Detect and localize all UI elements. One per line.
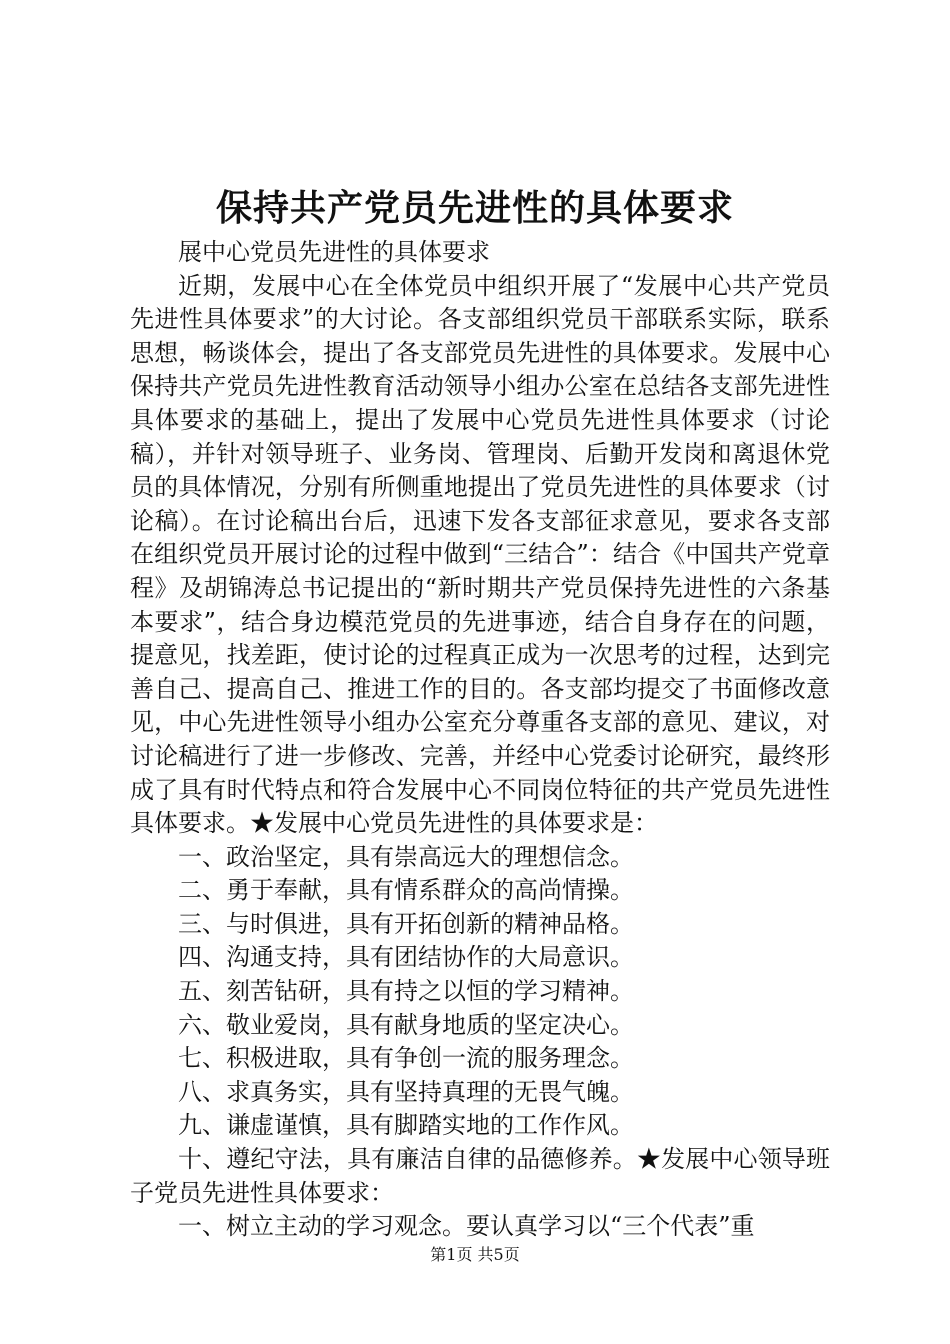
list-item: 八、求真务实，具有坚持真理的无畏气魄。 [178, 1077, 634, 1106]
list-item: 一、政治坚定，具有崇高远大的理想信念。 [178, 842, 634, 871]
paragraph: 近期，发展中心在全体党员中组织开展了“发展中心共产党员先进性具体要求”的大讨论。各支部组织党员干部联系实际，联系思想，畅谈体会，提出了各支部党员先进性的具体要求。发展中心保持共产党员先进性教育活动领导小组办公室在总结各支部先进性具体要求的基础上，提出了发展中心党员先进性具体要求（讨论稿），并针对领导班子、业务岗、管理岗、后勤开发岗和离退休党员的具体情况，分别有所侧重地提出了党员先进性的具体要求（讨论稿）。在讨论稿出台后，迅速下发各支部征求意见，要求各支部在组织党员开展讨论的过程中做到“三结合”：结合《中国共产党章程》及胡锦涛总书记提出的“新时期共产党员保持先进性的六条基本要求”，结合身边模范党员的先进事迹，结合自身存在的问题，提意见，找差距，使讨论的过程真正成为一次思考的过程，达到完善自己、提高自己、推进工作的目的。各支部均提交了书面修改意见，中心先进性领导小组办公室充分尊重各支部的意见、建议，对讨论稿进行了进一步修改、完善，并经中心党委讨论研究，最终形成了具有时代特点和符合发展中心不同岗位特征的共产党员先进性具体要求。★发展中心党员先进性的具体要求是： [130, 271, 830, 838]
document-title: 保持共产党员先进性的具体要求 [215, 187, 734, 229]
list-item: 二、勇于奉献，具有情系群众的高尚情操。 [178, 876, 634, 905]
list-item: 七、积极进取，具有争创一流的服务理念。 [178, 1044, 634, 1073]
list-item: 五、刻苦钻研，具有持之以恒的学习精神。 [178, 977, 634, 1006]
document-body [130, 236, 830, 1244]
list-item: 一、树立主动的学习观念。要认真学习以“三个代表”重 [178, 1212, 755, 1241]
page-footer: 第1页 共5页 [430, 1245, 520, 1264]
list-item: 四、沟通支持，具有团结协作的大局意识。 [178, 943, 634, 972]
list-item: 九、谦虚谨慎，具有脚踏实地的工作作风。 [178, 1111, 634, 1140]
list-item: 六、敬业爱岗，具有献身地质的坚定决心。 [178, 1010, 634, 1039]
paragraph: 展中心党员先进性的具体要求 [178, 238, 490, 266]
list-item: 十、遵纪守法，具有廉洁自律的品德修养。★发展中心领导班子党员先进性具体要求： [130, 1145, 830, 1207]
list-item: 三、与时俱进，具有开拓创新的精神品格。 [178, 909, 634, 938]
